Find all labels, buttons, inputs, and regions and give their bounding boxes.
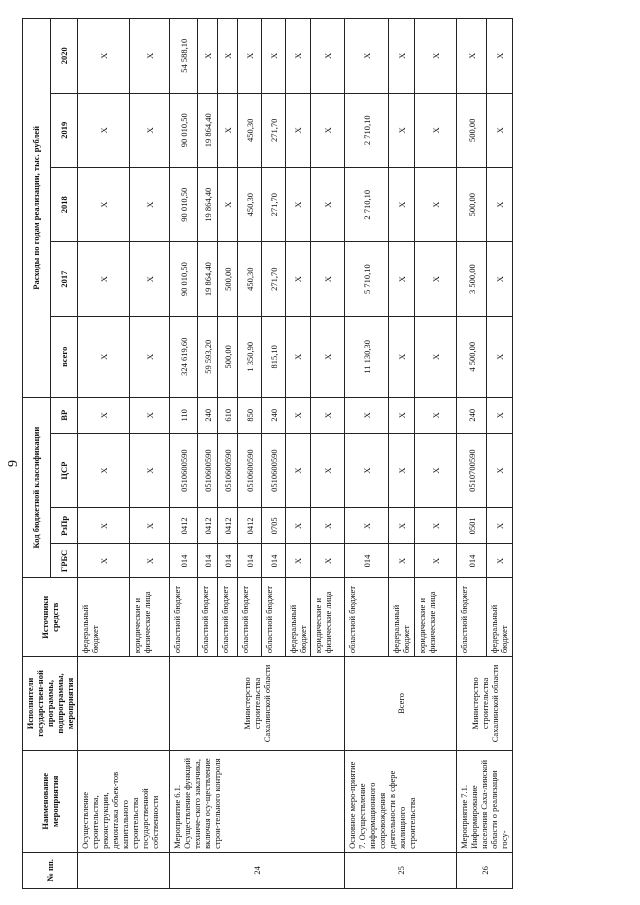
header-executor: Исполнители государствен-ной программы, подпрограммы, мероприятия [23,657,78,751]
cell-csr: X [78,433,130,507]
cell-y2019: X [130,93,170,167]
cell-num: 24 [170,852,345,888]
cell-vr: 850 [238,397,262,433]
header-bcc: Код бюджетной классификации [23,397,51,578]
page-number: 9 [6,460,21,467]
cell-csr: 0510600590 [170,433,198,507]
cell-csr: X [311,433,345,507]
cell-y2019: 2 710,10 [345,93,389,167]
cell-grbs: 014 [238,544,262,578]
cell-rzpr: X [389,508,415,544]
cell-csr: 0510700590 [457,433,487,507]
cell-total: 11 130,30 [345,316,389,397]
cell-grbs: X [130,544,170,578]
cell-total: X [130,316,170,397]
cell-y2018: X [130,168,170,242]
cell-source: областной бюджет [198,578,218,657]
cell-vr: X [345,397,389,433]
cell-y2020: X [345,19,389,94]
cell-grbs: 014 [345,544,389,578]
cell-y2018: X [389,168,415,242]
cell-executor: Всего [345,657,457,751]
table-row [78,19,130,889]
cell-y2020: X [415,19,457,94]
cell-rzpr: 0501 [457,508,487,544]
cell-csr: X [389,433,415,507]
cell-csr: X [130,433,170,507]
cell-y2019: 500,00 [457,93,487,167]
cell-y2019: 450,30 [238,93,262,167]
cell-y2019: X [218,93,238,167]
cell-y2018: X [78,168,130,242]
cell-y2017: 271,70 [262,242,286,316]
cell-num: 25 [345,852,457,888]
header-vr: ВР [50,397,78,433]
cell-y2020: 54 588,10 [170,19,198,94]
cell-grbs: X [487,544,513,578]
cell-vr: X [130,397,170,433]
cell-grbs: X [389,544,415,578]
cell-rzpr: 0705 [262,508,286,544]
cell-source: областной бюджет [262,578,286,657]
cell-executor: Министерство строительства Сахалинской области [457,657,513,751]
cell-executor: Министерство строительства Сахалинской области [170,657,345,751]
cell-rzpr: X [345,508,389,544]
cell-name: Основное меро-приятие 7. Осуществление информационного сопровождения деятельности в сфере жилищного строительства [345,750,457,852]
cell-source: федеральный бюджет [78,578,130,657]
cell-y2020: X [130,19,170,94]
cell-source: областной бюджет [457,578,487,657]
cell-y2018: 19 864,40 [198,168,218,242]
cell-rzpr: 0412 [170,508,198,544]
cell-name: Осуществление строительства, реконструкции, демонтажа объек-тов капитального строительства государственной собственности [78,750,170,852]
cell-total: X [389,316,415,397]
cell-y2018: X [415,168,457,242]
header-2018: 2018 [50,168,78,242]
cell-total: 1 350,90 [238,316,262,397]
cell-y2018: X [218,168,238,242]
cell-total: X [78,316,130,397]
cell-y2017: 450,30 [238,242,262,316]
cell-y2018: 271,70 [262,168,286,242]
cell-y2018: 2 710,10 [345,168,389,242]
cell-vr: 240 [198,397,218,433]
cell-source: федеральный бюджет [286,578,311,657]
cell-y2017: 500,00 [218,242,238,316]
table-row [457,19,487,889]
cell-total: 4 500,00 [457,316,487,397]
cell-y2019: X [487,93,513,167]
cell-grbs: 014 [218,544,238,578]
cell-y2020: X [198,19,218,94]
header-source: Источники средств [23,578,78,657]
cell-total: X [415,316,457,397]
cell-y2017: X [78,242,130,316]
cell-y2020: X [457,19,487,94]
cell-source: областной бюджет [170,578,198,657]
header-rzpr: РзПр [50,508,78,544]
header-name: Наименование мероприятия [23,750,78,852]
cell-vr: 110 [170,397,198,433]
cell-y2017: 3 500,00 [457,242,487,316]
cell-source: областной бюджет [238,578,262,657]
cell-rzpr: X [130,508,170,544]
cell-source: областной бюджет [218,578,238,657]
cell-vr: X [415,397,457,433]
cell-vr: 610 [218,397,238,433]
cell-name: Мероприятие 6.1. Осуществление функций техниче-ского заказчика, включая осу-ществление строи-тельного контроля [170,750,345,852]
cell-y2018: X [487,168,513,242]
cell-y2020: X [311,19,345,94]
cell-rzpr: X [487,508,513,544]
cell-y2019: X [286,93,311,167]
cell-num [78,852,170,888]
cell-y2017: X [311,242,345,316]
cell-total: 815,10 [262,316,286,397]
cell-y2017: 90 010,50 [170,242,198,316]
cell-grbs: 014 [457,544,487,578]
cell-y2018: 500,00 [457,168,487,242]
table-row [345,19,389,889]
cell-executor [78,657,170,751]
header-csr: ЦСР [50,433,78,507]
cell-csr: X [345,433,389,507]
header-num: № пп. [23,852,78,888]
cell-csr: X [487,433,513,507]
cell-total: X [487,316,513,397]
cell-grbs: X [78,544,130,578]
cell-total: 59 593,20 [198,316,218,397]
cell-y2019: 271,70 [262,93,286,167]
cell-y2020: X [78,19,130,94]
cell-grbs: 014 [198,544,218,578]
cell-y2019: X [415,93,457,167]
cell-source: юридические и физические лица [130,578,170,657]
cell-vr: 240 [457,397,487,433]
cell-csr: 0510600590 [198,433,218,507]
cell-y2020: X [487,19,513,94]
cell-y2018: X [311,168,345,242]
cell-csr: 0510600590 [238,433,262,507]
cell-y2020: X [262,19,286,94]
cell-total: 324 619,60 [170,316,198,397]
cell-y2020: X [389,19,415,94]
cell-csr: 0510600590 [218,433,238,507]
cell-y2018: 450,30 [238,168,262,242]
cell-y2018: 90 010,50 [170,168,198,242]
header-expenses: Расходы по годам реализации, тыс. рублей [23,19,51,398]
cell-csr: 0510600590 [262,433,286,507]
cell-y2019: X [311,93,345,167]
cell-y2017: X [487,242,513,316]
cell-source: федеральный бюджет [487,578,513,657]
cell-source: юридические и физические лица [415,578,457,657]
cell-grbs: X [286,544,311,578]
cell-rzpr: 0412 [218,508,238,544]
cell-y2019: 19 864,40 [198,93,218,167]
cell-grbs: 014 [170,544,198,578]
header-2017: 2017 [50,242,78,316]
header-2020: 2020 [50,19,78,94]
cell-rzpr: X [286,508,311,544]
cell-vr: X [389,397,415,433]
cell-rzpr: X [78,508,130,544]
cell-name: Мероприятие 7.1. Информирование населения Саха-линской области о реализации госу- [457,750,513,852]
header-2019: 2019 [50,93,78,167]
cell-rzpr: X [311,508,345,544]
cell-grbs: 014 [262,544,286,578]
cell-y2017: X [389,242,415,316]
cell-y2017: 19 864,40 [198,242,218,316]
cell-y2019: 90 010,50 [170,93,198,167]
cell-vr: X [487,397,513,433]
cell-rzpr: 0412 [198,508,218,544]
cell-y2020: X [218,19,238,94]
table-row [170,19,198,889]
cell-grbs: X [311,544,345,578]
cell-y2017: 5 710,10 [345,242,389,316]
cell-y2020: X [238,19,262,94]
cell-y2017: X [130,242,170,316]
cell-num: 26 [457,852,513,888]
budget-table [22,18,513,889]
cell-vr: X [286,397,311,433]
cell-vr: X [78,397,130,433]
cell-total: X [286,316,311,397]
cell-source: юридические и физические лица [311,578,345,657]
cell-vr: X [311,397,345,433]
cell-vr: 240 [262,397,286,433]
cell-csr: X [286,433,311,507]
cell-y2019: X [78,93,130,167]
cell-y2018: X [286,168,311,242]
cell-total: 500,00 [218,316,238,397]
cell-rzpr: 0412 [238,508,262,544]
header-grbs: ГРБС [50,544,78,578]
cell-y2020: X [286,19,311,94]
cell-y2017: X [415,242,457,316]
cell-grbs: X [415,544,457,578]
header-total: всего [50,316,78,397]
cell-y2019: X [389,93,415,167]
cell-source: областной бюджет [345,578,389,657]
cell-y2017: X [286,242,311,316]
cell-source: федеральный бюджет [389,578,415,657]
cell-rzpr: X [415,508,457,544]
cell-total: X [311,316,345,397]
cell-csr: X [415,433,457,507]
